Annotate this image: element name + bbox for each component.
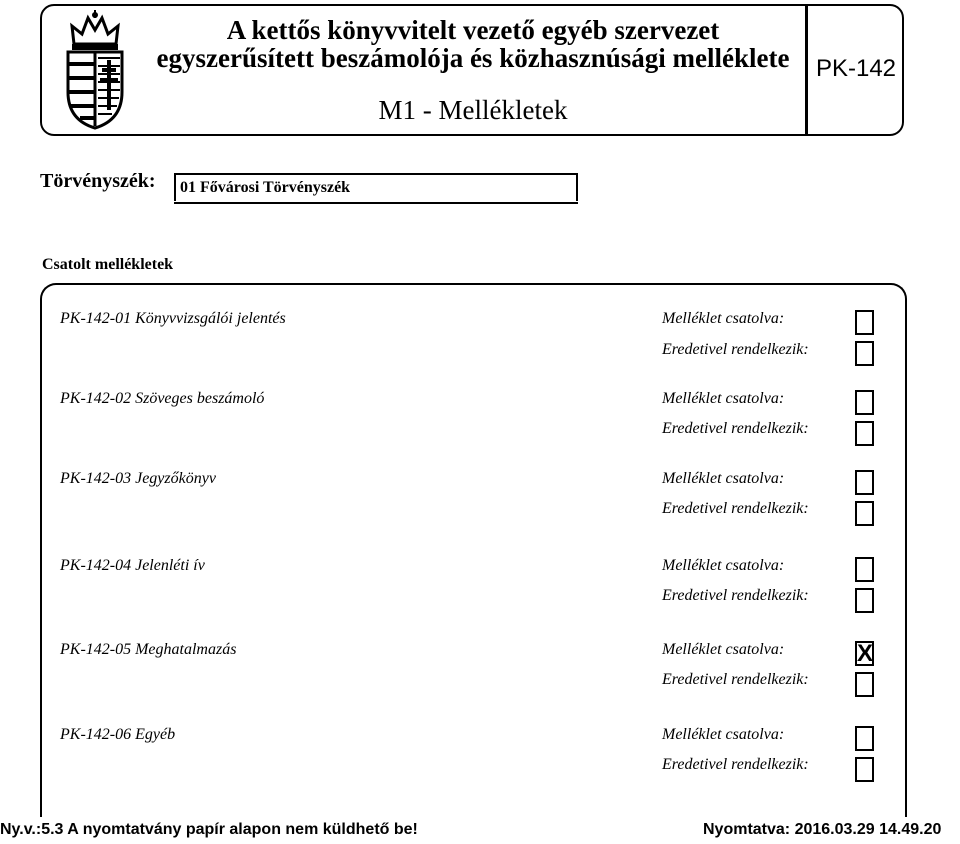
court-value: 01 Fővárosi Törvényszék xyxy=(180,179,351,196)
attached-checkbox[interactable] xyxy=(855,470,874,495)
form-title-line1: A kettős könyvvitelt vezető egyéb szervezet xyxy=(226,15,720,45)
attachment-item-name: PK-142-03 Jegyzőkönyv xyxy=(60,470,216,487)
attachments-section-title: Csatolt mellékletek xyxy=(42,256,174,273)
original-label: Eredetivel rendelkezik: xyxy=(662,587,809,604)
original-checkbox[interactable] xyxy=(855,588,874,613)
original-checkbox[interactable] xyxy=(855,672,874,697)
court-field[interactable] xyxy=(174,173,578,201)
original-label: Eredetivel rendelkezik: xyxy=(662,671,809,688)
attachment-item-name: PK-142-06 Egyéb xyxy=(60,726,176,743)
form-code: PK-142 xyxy=(815,55,897,82)
attached-checkbox[interactable] xyxy=(855,390,874,415)
original-checkbox[interactable] xyxy=(855,421,874,446)
original-label: Eredetivel rendelkezik: xyxy=(662,420,809,437)
attachment-item-name: PK-142-02 Szöveges beszámoló xyxy=(60,390,265,407)
form-title-line2: egyszerűsített beszámolója és közhasznúsági melléklete xyxy=(156,43,790,73)
original-checkbox[interactable] xyxy=(855,501,874,526)
attachment-item-name: PK-142-01 Könyvvizsgálói jelentés xyxy=(60,310,286,327)
attached-checkbox[interactable] xyxy=(855,310,874,335)
attached-label: Melléklet csatolva: xyxy=(662,641,785,658)
attached-checkbox-mark: X xyxy=(857,640,874,667)
attached-label: Melléklet csatolva: xyxy=(662,310,785,327)
original-label: Eredetivel rendelkezik: xyxy=(662,756,809,773)
attached-checkbox[interactable] xyxy=(855,557,874,582)
attached-label: Melléklet csatolva: xyxy=(662,390,785,407)
attached-label: Melléklet csatolva: xyxy=(662,470,785,487)
attached-label: Melléklet csatolva: xyxy=(662,726,785,743)
attached-checkbox[interactable] xyxy=(855,641,874,666)
original-label: Eredetivel rendelkezik: xyxy=(662,341,809,358)
court-label: Törvényszék: xyxy=(40,170,156,192)
footer-version-note: Ny.v.:5.3 A nyomtatvány papír alapon nem küldhető be! xyxy=(0,821,418,838)
form-subtitle: M1 - Mellékletek xyxy=(378,95,568,125)
attachment-item-name: PK-142-04 Jelenléti ív xyxy=(60,557,205,574)
attachment-item-name: PK-142-05 Meghatalmazás xyxy=(60,641,237,658)
original-checkbox[interactable] xyxy=(855,757,874,782)
original-checkbox[interactable] xyxy=(855,341,874,366)
attached-label: Melléklet csatolva: xyxy=(662,557,785,574)
footer-print-timestamp: Nyomtatva: 2016.03.29 14.49.20 xyxy=(703,821,942,838)
attached-checkbox[interactable] xyxy=(855,726,874,751)
original-label: Eredetivel rendelkezik: xyxy=(662,500,809,517)
hungarian-coat-of-arms-icon xyxy=(62,10,128,130)
